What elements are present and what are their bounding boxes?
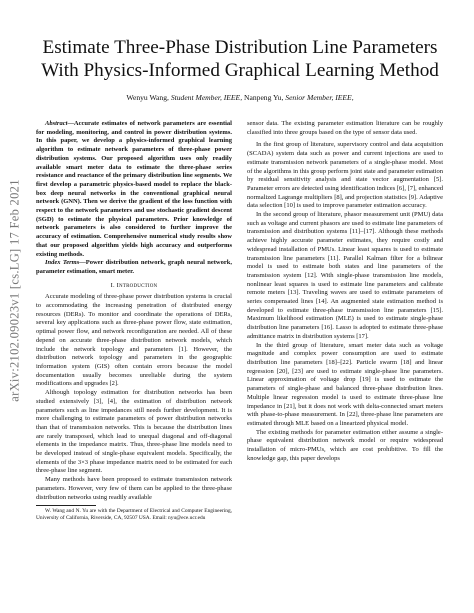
index-terms-label: Index Terms	[45, 259, 80, 267]
right-paragraph-5: The existing methods for parameter estimation either assume a single-phase equivalent distribution network model or require widespread installation of micro-PMUs, which are cost prohibitive. To fill the knowledge gap, this paper develops	[247, 428, 443, 462]
intro-paragraph-2: Although topology estimation for distribution networks has been studied extensively [3], [4], the estimation of distribution network parameters such as line impedances still needs further development. It is more challenging to estimate parameters of power distribution networks than that of transmission networks. This is because the distribution lines are rarely transposed, which lead to unequal diagonal and off-diagonal elements in the impedance matrix. Thus, three-phase line models need to be developed instead of single-phase equivalent models. Specifically, the elements of the 3×3 phase impedance matrix need to be estimated for each three-phase line segment.	[36, 389, 232, 475]
index-terms	[36, 259, 232, 276]
arxiv-identifier-stamp	[8, 140, 22, 440]
author-line	[20, 93, 460, 103]
right-paragraph-2: In the first group of literature, supervisory control and data acquisition (SCADA) system data such as power and current injections are used to estimate transmission network parameters of a single-phase model. Most of the algorithms in this group perform joint state and parameter estimation by residual sensitivity analysis and state vector augmentation [5]. Parameter errors are detected using identification indices [6], [7], enhanced normalized Lagrange multipliers [8], and projection statistics [9]. Adaptive data selection [10] is used to improve parameter estimation accuracy.	[247, 141, 443, 210]
author1-role: Student Member, IEEE,	[170, 93, 243, 102]
abstract-label: Abstract	[45, 120, 68, 127]
author-affiliation-footnote: W. Wang and N. Yu are with the Department of Electrical and Computer Engineering, University of California, Riverside, CA, 92507 USA. Email: nyu@ece.ucr.edu	[36, 508, 232, 522]
footnote-divider	[36, 505, 96, 506]
abstract	[36, 120, 232, 259]
right-paragraph-1: sensor data. The existing parameter estimation literature can be roughly classified into three groups based on the type of sensor data used.	[247, 120, 443, 136]
title-line-1: Estimate Three-Phase Distribution Line Parameters	[42, 37, 438, 58]
index-terms-text: —Power distribution network, graph neural network, parameter estimation, smart meter.	[36, 259, 233, 275]
right-column	[247, 120, 443, 463]
arxiv-identifier-text[interactable]: arXiv:2102.09023v1 [cs.LG] 17 Feb 2021	[7, 178, 22, 402]
section-heading-introduction: I. Introduction	[110, 281, 158, 289]
abstract-text: —Accurate estimates of network parameters are essential for modeling, monitoring, and control in power distribution systems. In this paper, we develop a physics-informed graphical learning algorithm to estimate network parameters of three-phase power distribution systems. Our proposed algorithm uses only readily available smart meter data to estimate the three-phase series resistance and reactance of the primary distribution line segments. We first develop a parametric physics-based model to replace the black-box deep neural networks in the conventional graphical neural network (GNN). Then we derive the gradient of the loss function with respect to the network parameters and use stochastic gradient descent (SGD) to estimate the physical parameters. Prior knowledge of network parameters is also considered to further improve the accuracy of estimation. Comprehensive numerical study results show that our proposed algorithm yields high accuracy and outperforms existing methods.	[36, 120, 232, 258]
title-line-2: With Physics-Informed Graphical Learning Method	[41, 60, 439, 81]
paper-title	[20, 36, 460, 82]
left-column	[36, 120, 232, 523]
authors-mid: Nanpeng Yu,	[242, 93, 286, 102]
right-paragraph-4: In the third group of literature, smart meter data such as voltage magnitude and complex power consumption are used to estimate distribution line parameters [18]–[22]. Particle swarm [18] and linear regression [20], [23] are used to estimate single-phase line parameters. Linear approximation of voltage drop [19] is used to estimate the parameters of single-phase and balanced three-phase distribution lines. Multiple linear regression model is used to estimate three-phase line impedance in [21], but it does not work with delta-connected smart meters with phase-to-phase measurement. In [22], three-phase line parameters are estimated through MLE based on a linearized physical model.	[247, 341, 443, 427]
intro-paragraph-3: Many methods have been proposed to estimate transmission network parameters. However, very few of them can be applied to the three-phase distribution networks using readily available	[36, 476, 232, 501]
right-paragraph-3: In the second group of literature, phasor measurement unit (PMU) data such as voltage and current phasors are used to estimate line parameters of transmission and distribution systems [11]–[17]. Although these methods achieve highly accurate parameter estimates, they require costly and widespread installation of PMUs. Linear least squares is used to estimate transmission line parameters [11]. Parallel Kalman filter for a bilinear model is used to estimate both states and line parameters of the transmission system [12]. With single-phase transmission line models, nonlinear least squares is used to estimate line parameters and calibrate remote meters [13]. Traveling waves are used to estimate parameters of series compensated lines [14]. An augmented state estimation method is developed to estimate three-phase transmission line parameters [15]. Maximum likelihood estimation (MLE) is used to estimate single-phase distribution line parameters [16]. Lasso is adopted to estimate three-phase admittance matrix in distribution systems [17].	[247, 211, 443, 340]
author2-role: Senior Member, IEEE,	[285, 93, 354, 102]
authors-prefix: Wenyu Wang,	[126, 93, 171, 102]
intro-paragraph-1: Accurate modeling of three-phase power distribution systems is crucial to accommodating the increasing penetration of distributed energy resources (DERs). To monitor and coordinate the operations of DERs, several key applications such as three-phase power flow, state estimation, optimal power flow, and network reconfiguration are needed. All of these depend on accurate three-phase distribution network models, which include the network topology and parameters [1]. However, the distribution network topology and parameters in the geographic information system (GIS) often contain errors because the model documentation usually becomes unreliable during the system modifications and upgrades [2].	[36, 293, 232, 388]
